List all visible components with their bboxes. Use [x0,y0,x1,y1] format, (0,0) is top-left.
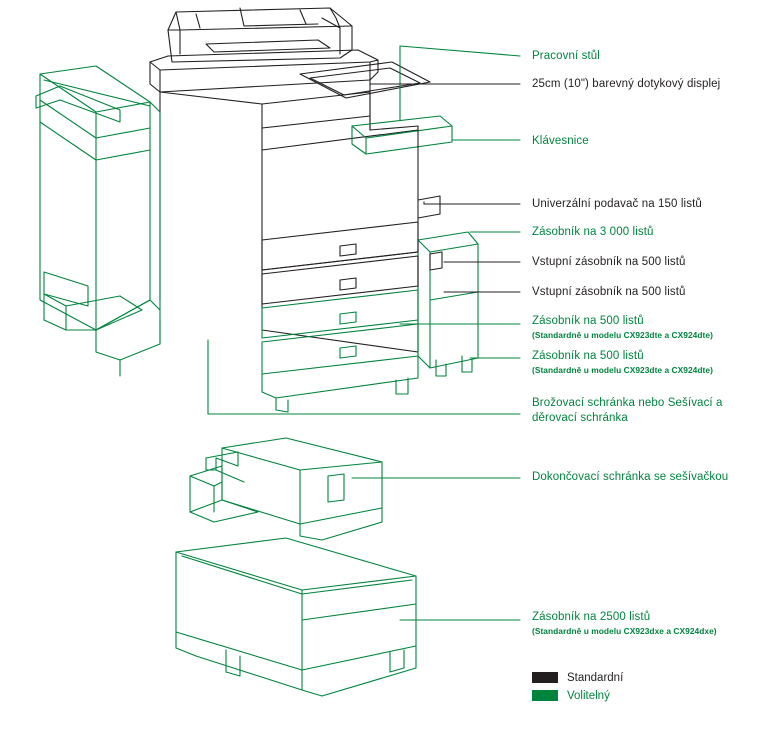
callout-work-table [532,49,600,64]
callout-multipurpose-feeder-label: Univerzální podavač na 150 listů [532,198,702,210]
callout-booklet-finisher-label-line2: děrovací schránka [532,411,628,424]
callout-keyboard [532,134,589,149]
callout-tray-2500-label: Zásobník na 2500 listů [532,611,651,623]
callout-booklet-finisher [532,396,723,425]
callout-multipurpose-feeder [532,197,702,212]
callout-work-table-label: Pracovní stůl [532,50,600,62]
callout-staple-finisher [532,470,728,485]
callout-tray-3000-label: Zásobník na 3 000 listů [532,226,654,238]
callout-tray-500-b [532,349,713,375]
callout-tray-2500 [532,610,717,636]
legend-label-optional: Volitelný [567,689,610,702]
legend-label-standard: Standardní [567,671,624,684]
legend [532,670,623,706]
callout-input-tray-500-b [532,285,686,300]
callout-touch-display [532,77,720,92]
callout-input-tray-500-b-label: Vstupní zásobník na 500 listů [532,286,686,298]
callout-tray-500-a-note: (Standardně u modelu CX923dte a CX924dte) [532,329,713,340]
legend-swatch-optional [532,690,558,701]
callout-keyboard-label: Klávesnice [532,135,589,147]
callout-input-tray-500-a-label: Vstupní zásobník na 500 listů [532,256,686,268]
callout-input-tray-500-a [532,255,686,270]
legend-item-standard [532,670,623,685]
callout-tray-500-a [532,314,713,340]
callout-booklet-finisher-label: Brožovací schránka nebo Sešívací a [532,397,723,409]
callout-tray-500-b-label: Zásobník na 500 listů [532,350,644,362]
legend-swatch-standard [532,672,558,683]
legend-item-optional [532,688,623,703]
callout-tray-2500-note: (Standardně u modelu CX923dxe a CX924dxe) [532,625,717,636]
callout-tray-3000 [532,225,654,240]
callout-tray-500-a-label: Zásobník na 500 listů [532,315,644,327]
callout-tray-500-b-note: (Standardně u modelu CX923dte a CX924dte) [532,364,713,375]
callout-staple-finisher-label: Dokončovací schránka se sešívačkou [532,471,729,483]
callout-touch-display-label: 25cm (10") barevný dotykový displej [532,78,721,90]
